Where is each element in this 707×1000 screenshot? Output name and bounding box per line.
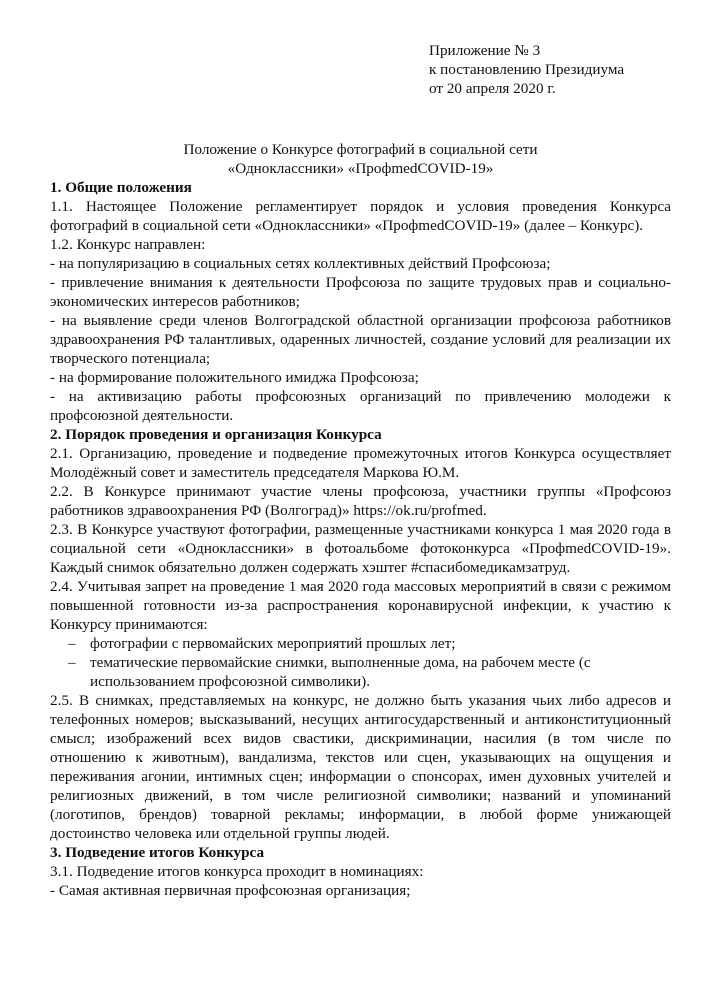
list-item: - Самая активная первичная профсоюзная организация; (50, 882, 411, 899)
appendix-line-1: Приложение № 3 (429, 42, 541, 59)
paragraph-2-4: 2.4. Учитывая запрет на проведение 1 мая 2020 года массовых мероприятий в связи с режимом повышенной готовности из-за распространения коронавирусной инфекции, к участию к Конкурсу принимаются: (50, 578, 671, 633)
appendix-note (429, 41, 689, 98)
dash-bullet: – (68, 654, 76, 671)
appendix-line-2: к постановлению Президиума (429, 61, 625, 78)
document-body (50, 178, 671, 900)
section-2-heading: 2. Порядок проведения и организация Конкурса (50, 426, 382, 443)
title-line-2: «Одноклассники» «ПрофmedCOVID-19» (227, 160, 494, 177)
document-title (50, 140, 671, 178)
paragraph-2-2: 2.2. В Конкурсе принимают участие члены профсоюза, участники группы «Профсоюз работников здравоохранения РФ (Волгоград)» https://ok.ru/profmed. (50, 483, 671, 519)
paragraph-2-3: 2.3. В Конкурсе участвуют фотографии, размещенные участниками конкурса 1 мая 2020 года в социальной сети «Одноклассники» в фотоальбоме фотоконкурса «ПрофmedCOVID-19». Каждый снимок обязательно должен содержать хэштег #спасибомедикамзатруд. (50, 521, 671, 576)
list-item: - на активизацию работы профсоюзных организаций по привлечению молодежи к профсоюзной деятельности. (50, 388, 671, 424)
section-3-heading: 3. Подведение итогов Конкурса (50, 844, 265, 861)
dash-bullet: – (68, 635, 76, 652)
paragraph-2-5: 2.5. В снимках, представляемых на конкурс, не должно быть указания чьих либо адресов и телефонных номеров; высказываний, несущих антигосударственный и антиконституционный смысл; изображений всех видов свастики, дискриминации, насилия (в том числе по отношению к животным), вандализма, текстов или сцен, указывающих на ощущения и переживания агонии, интимных сцен; информации о спонсорах, имен духовных учителей и религиозных движений, в том числе религиозной символики; названий и упоминаний (логотипов, брендов) товарной рекламы; информации, в любой форме унижающей достоинство человека или отдельной группы людей. (50, 692, 671, 842)
dash-list-item (50, 653, 671, 691)
dash-list-text: фотографии с первомайских мероприятий прошлых лет; (90, 635, 456, 652)
paragraph-1-1: 1.1. Настоящее Положение регламентирует порядок и условия проведения Конкурса фотографий в социальной сети «Одноклассники» «ПрофmedCOVID-19» (далее – Конкурс). (50, 198, 671, 234)
paragraph-2-1: 2.1. Организацию, проведение и подведение промежуточных итогов Конкурса осуществляет Молодёжный совет и заместитель председателя Маркова Ю.М. (50, 445, 671, 481)
paragraph-3-1: 3.1. Подведение итогов конкурса проходит в номинациях: (50, 863, 424, 880)
dash-list-text: тематические первомайские снимки, выполненные дома, на рабочем месте (с использованием профсоюзной символики). (90, 654, 591, 690)
paragraph-1-2: 1.2. Конкурс направлен: (50, 236, 206, 253)
list-item: - привлечение внимания к деятельности Профсоюза по защите трудовых прав и социально-экономических интересов работников; (50, 274, 671, 310)
list-item: - на популяризацию в социальных сетях коллективных действий Профсоюза; (50, 255, 551, 272)
section-1-heading: 1. Общие положения (50, 179, 192, 196)
dash-list-item (50, 634, 671, 653)
list-item: - на формирование положительного имиджа Профсоюза; (50, 369, 419, 386)
appendix-line-3: от 20 апреля 2020 г. (429, 80, 556, 97)
title-line-1: Положение о Конкурсе фотографий в социальной сети (183, 141, 538, 158)
list-item: - на выявление среди членов Волгоградской областной организации профсоюза работников здравоохранения РФ талантливых, одаренных личностей, создание условий для реализации их творческого потенциала; (50, 312, 671, 367)
